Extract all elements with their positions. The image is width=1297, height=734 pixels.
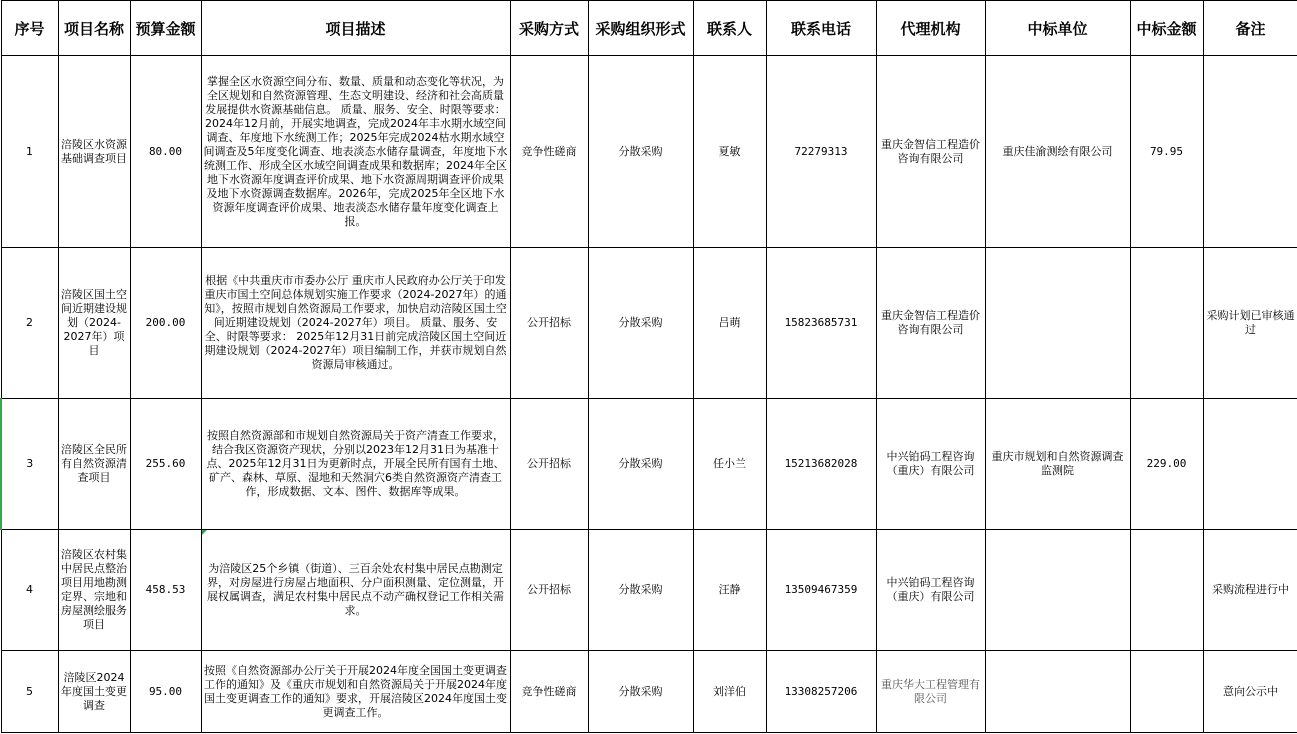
- cell-name[interactable]: 涪陵区农村集中居民点整治项目用地勘测定界、宗地和房屋测绘服务项目: [58, 530, 130, 651]
- cell-remark[interactable]: [1203, 399, 1297, 530]
- cell-org[interactable]: 分散采购: [588, 399, 693, 530]
- cell-winner[interactable]: [985, 651, 1130, 733]
- header-cell-winner[interactable]: 中标单位: [985, 1, 1130, 56]
- table-row: [1, 530, 1297, 651]
- cell-remark[interactable]: 采购流程进行中: [1203, 530, 1297, 651]
- cell-org[interactable]: 分散采购: [588, 530, 693, 651]
- header-cell-win-amount[interactable]: 中标金额: [1130, 1, 1203, 56]
- header-cell-name[interactable]: 项目名称: [58, 1, 130, 56]
- cell-win-amount[interactable]: 229.00: [1130, 399, 1203, 530]
- header-cell-no[interactable]: 序号: [1, 1, 58, 56]
- table-row: [1, 248, 1297, 399]
- cell-budget[interactable]: 95.00: [130, 651, 201, 733]
- cell-budget[interactable]: 458.53: [130, 530, 201, 651]
- cell-agency[interactable]: 重庆金智信工程造价咨询有限公司: [876, 56, 985, 248]
- header-cell-org[interactable]: 采购组织形式: [588, 1, 693, 56]
- header-cell-agency[interactable]: 代理机构: [876, 1, 985, 56]
- header-cell-budget[interactable]: 预算金额: [130, 1, 201, 56]
- cell-agency[interactable]: 重庆金智信工程造价咨询有限公司: [876, 248, 985, 399]
- cell-contact[interactable]: 汪静: [693, 530, 766, 651]
- header-cell-remark[interactable]: 备注: [1203, 1, 1297, 56]
- cell-remark[interactable]: [1203, 56, 1297, 248]
- cell-method[interactable]: 竞争性磋商: [510, 56, 588, 248]
- cell-remark[interactable]: 采购计划已审核通过: [1203, 248, 1297, 399]
- cell-contact[interactable]: 任小兰: [693, 399, 766, 530]
- cell-no[interactable]: 2: [1, 248, 58, 399]
- header-cell-phone[interactable]: 联系电话: [766, 1, 876, 56]
- cell-win-amount[interactable]: 79.95: [1130, 56, 1203, 248]
- cell-name[interactable]: 涪陵区全民所有自然资源清查项目: [58, 399, 130, 530]
- table-row: [1, 651, 1297, 733]
- cell-agency[interactable]: 中兴铂码工程咨询（重庆）有限公司: [876, 399, 985, 530]
- cell-org[interactable]: 分散采购: [588, 248, 693, 399]
- cell-agency[interactable]: 重庆华大工程管理有限公司: [876, 651, 985, 733]
- header-cell-desc[interactable]: 项目描述: [201, 1, 510, 56]
- cell-contact[interactable]: 刘洋伯: [693, 651, 766, 733]
- cell-phone[interactable]: 13509467359: [766, 530, 876, 651]
- cell-method[interactable]: 公开招标: [510, 530, 588, 651]
- cell-method[interactable]: 公开招标: [510, 248, 588, 399]
- cell-winner[interactable]: 重庆佳渝测绘有限公司: [985, 56, 1130, 248]
- cell-win-amount[interactable]: [1130, 651, 1203, 733]
- cell-method[interactable]: 竞争性磋商: [510, 651, 588, 733]
- cell-budget[interactable]: 80.00: [130, 56, 201, 248]
- cell-phone[interactable]: 15213682028: [766, 399, 876, 530]
- cell-name[interactable]: 涪陵区国土空间近期建设规划（2024-2027年）项目: [58, 248, 130, 399]
- table-row: [1, 56, 1297, 248]
- cell-budget[interactable]: 200.00: [130, 248, 201, 399]
- header-cell-contact[interactable]: 联系人: [693, 1, 766, 56]
- cell-org[interactable]: 分散采购: [588, 56, 693, 248]
- cell-winner[interactable]: 重庆市规划和自然资源调查监测院: [985, 399, 1130, 530]
- header-cell-method[interactable]: 采购方式: [510, 1, 588, 56]
- cell-budget[interactable]: 255.60: [130, 399, 201, 530]
- header-row: [1, 1, 1297, 56]
- cell-win-amount[interactable]: [1130, 248, 1203, 399]
- cell-name[interactable]: 涪陵区2024年度国土变更调查: [58, 651, 130, 733]
- cell-method[interactable]: 公开招标: [510, 399, 588, 530]
- cell-contact[interactable]: 夏敏: [693, 56, 766, 248]
- cell-no[interactable]: 4: [1, 530, 58, 651]
- cell-winner[interactable]: [985, 530, 1130, 651]
- cell-desc[interactable]: 为涪陵区25个乡镇（街道）、三百余处农村集中居民点勘测定界，对房屋进行房屋占地面积、分户面积测量、定位测量，开展权属调查，满足农村集中居民点不动产确权登记工作相关需求。: [201, 530, 510, 651]
- cell-desc[interactable]: 按照《自然资源部办公厅关于开展2024年度全国国土变更调查工作的通知》及《重庆市规划和自然资源局关于开展2024年度国土变更调查工作的通知》要求，开展涪陵区2024年度国土变更调查工作。: [201, 651, 510, 733]
- cell-agency[interactable]: 中兴铂码工程咨询（重庆）有限公司: [876, 530, 985, 651]
- cell-desc[interactable]: 根据《中共重庆市市委办公厅 重庆市人民政府办公厅关于印发重庆市国土空间总体规划实施工作要求（2024-2027年）的通知》，按照市规划自然资源局工作要求，加快启动涪陵区国土空间近期建设规划（2024-2027年）项目。 质量、服务、安全、时限等要求： 2025年12月31日前完成涪陵区国土空间近期建设规划（2024-2027年）项目编制工作，并获市规划自然资源局审核通过。: [201, 248, 510, 399]
- cell-no[interactable]: 1: [1, 56, 58, 248]
- cell-no[interactable]: 5: [1, 651, 58, 733]
- cell-name[interactable]: 涪陵区水资源基础调查项目: [58, 56, 130, 248]
- cell-no[interactable]: 3: [1, 399, 58, 530]
- cell-winner[interactable]: [985, 248, 1130, 399]
- cell-remark[interactable]: 意向公示中: [1203, 651, 1297, 733]
- cell-org[interactable]: 分散采购: [588, 651, 693, 733]
- cell-phone[interactable]: 15823685731: [766, 248, 876, 399]
- cell-desc[interactable]: 按照自然资源部和市规划自然资源局关于资产清查工作要求，结合我区资源资产现状，分别以2023年12月31日为基准十点、2025年12月31日为更新时点，开展全民所有国有土地、矿产、森林、草原、湿地和天然洞穴6类自然资源资产清查工作，形成数据、文本、图件、数据库等成果。: [201, 399, 510, 530]
- cell-win-amount[interactable]: [1130, 530, 1203, 651]
- table-row: [1, 399, 1297, 530]
- cell-phone[interactable]: 13308257206: [766, 651, 876, 733]
- cell-contact[interactable]: 吕萌: [693, 248, 766, 399]
- cell-phone[interactable]: 72279313: [766, 56, 876, 248]
- cell-desc[interactable]: 掌握全区水资源空间分布、数量、质量和动态变化等状况，为全区规划和自然资源管理、生态文明建设、经济和社会高质量发展提供水资源基础信息。 质量、服务、安全、时限等要求： 2024年12月前，开展实地调查，完成2024年丰水期水域空间调查、年度地下水统测工作；2025年完成2024枯水期水域空间调查及5年度变化调查、地表淡态水储存量调查，年度地下水统测工作、形成全区水域空间调查成果和数据库；2024年全区地下水资源年度调查评价成果、地下水资源周期调查评价成果及地下水资源调查数据库。2026年，完成2025年全区地下水资源年度调查评价成果、地表淡态水储存量年度变化调查上报。: [201, 56, 510, 248]
